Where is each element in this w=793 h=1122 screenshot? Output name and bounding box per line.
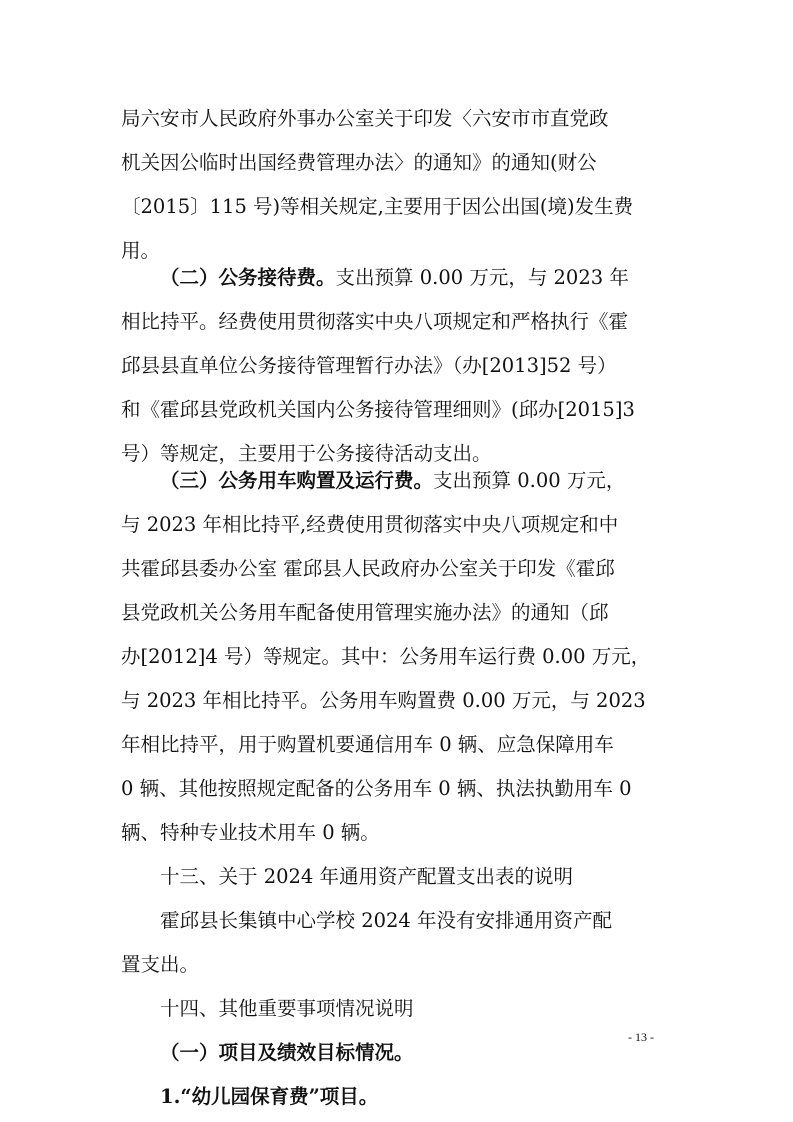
section-heading: 十三、关于 2024 年通用资产配置支出表的说明 bbox=[160, 865, 574, 888]
paragraph-line: 相比持平。经费使用贯彻落实中央八项规定和严格执行《霍 bbox=[121, 310, 629, 333]
paragraph-line: 霍邱县长集镇中心学校 2024 年没有安排通用资产配 bbox=[160, 909, 613, 932]
paragraph-line: 〔2015〕115 号)等相关规定,主要用于因公出国(境)发生费 bbox=[121, 195, 634, 218]
paragraph-line: 年相比持平，用于购置机要通信用车 0 辆、应急保障用车 bbox=[121, 733, 614, 756]
paragraph-line: 与 2023 年相比持平,经费使用贯彻落实中央八项规定和中 bbox=[121, 513, 619, 536]
paragraph-line: 辆、特种专业技术用车 0 辆。 bbox=[121, 821, 380, 844]
paragraph-line: 0 辆、其他按照规定配备的公务用车 0 辆、执法执勤用车 0 bbox=[121, 777, 632, 800]
section-heading: （三）公务用车购置及运行费。 bbox=[160, 469, 434, 492]
item-heading: 1.“幼儿园保育费”项目。 bbox=[160, 1085, 379, 1108]
section-heading: （二）公务接待费。 bbox=[160, 266, 336, 289]
paragraph-line: 机关因公临时出国经费管理办法〉的通知》的通知(财公 bbox=[121, 151, 597, 174]
paragraph-line: 置支出。 bbox=[121, 953, 200, 976]
paragraph-line: 和《霍邱县党政机关国内公务接待管理细则》(邱办[2015]3 bbox=[121, 398, 635, 421]
paragraph-line bbox=[160, 461, 676, 501]
paragraph-line: 局六安市人民政府外事办公室关于印发〈六安市市直党政 bbox=[121, 107, 609, 130]
paragraph-line: 号）等规定，主要用于公务接待活动支出。 bbox=[121, 442, 492, 465]
paragraph-text: 支出预算 0.00 万元，与 2023 年 bbox=[335, 266, 629, 289]
paragraph-line: 邱县县直单位公务接待管理暂行办法》（办[2013]52 号） bbox=[121, 354, 617, 377]
paragraph-line: 共霍邱县委办公室 霍邱县人民政府办公室关于印发《霍邱 bbox=[121, 557, 615, 580]
paragraph-line: 办[2012]4 号）等规定。其中：公务用车运行费 0.00 万元， bbox=[121, 645, 651, 668]
paragraph-line: 用。 bbox=[121, 239, 161, 262]
paragraph-line: 与 2023 年相比持平。公务用车购置费 0.00 万元，与 2023 bbox=[121, 689, 646, 712]
page-number: - 13 - bbox=[628, 1030, 654, 1044]
paragraph-line: 县党政机关公务用车配备使用管理实施办法》的通知（邱 bbox=[121, 601, 609, 624]
paragraph-text: 支出预算 0.00 万元， bbox=[433, 469, 626, 492]
section-heading: 十四、其他重要事项情况说明 bbox=[160, 997, 414, 1020]
paragraph-line bbox=[160, 258, 676, 298]
subsection-heading: （一）项目及绩效目标情况。 bbox=[160, 1041, 414, 1064]
